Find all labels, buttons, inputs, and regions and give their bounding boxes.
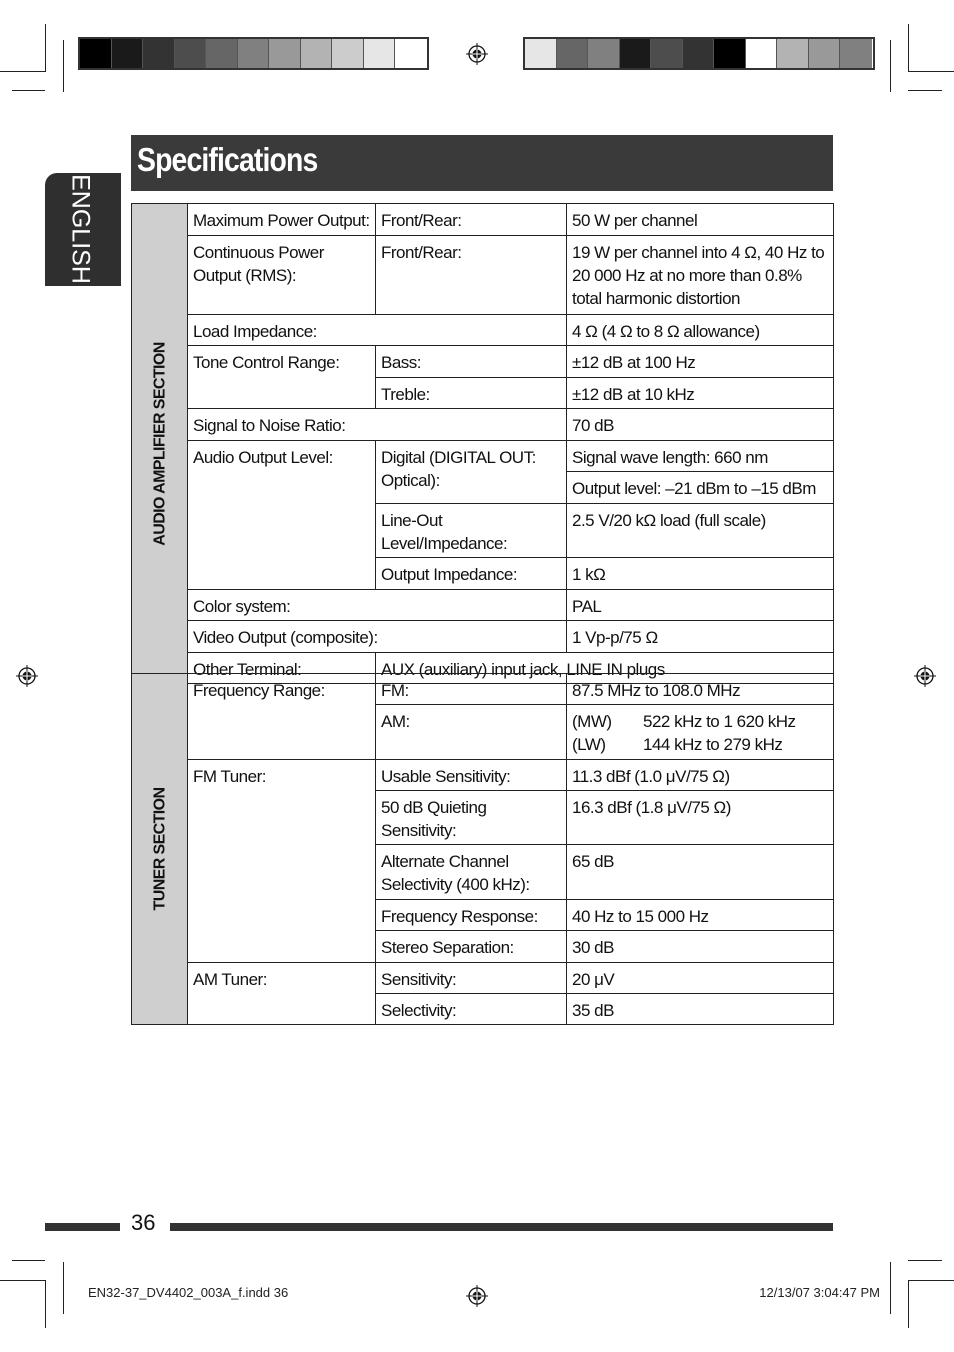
language-tab xyxy=(45,173,121,286)
spec-label: Load Impedance: xyxy=(188,315,567,346)
color-swatch xyxy=(301,39,333,68)
tuner-section-label: TUNER SECTION xyxy=(151,787,168,911)
spec-value: 50 W per channel xyxy=(567,204,834,236)
color-calibration-bar-right xyxy=(523,37,875,70)
spec-label: Tone Control Range: xyxy=(188,346,376,409)
color-swatch xyxy=(714,39,746,68)
spec-label: Maximum Power Output: xyxy=(188,204,376,236)
spec-value: 20 μV xyxy=(567,963,834,994)
language-tab-label: ENGLISH xyxy=(66,174,95,284)
spec-value: ±12 dB at 100 Hz xyxy=(567,346,834,378)
spec-sublabel: Front/Rear: xyxy=(376,236,567,315)
color-calibration-bar-left xyxy=(78,37,429,70)
spec-value: ±12 dB at 10 kHz xyxy=(567,378,834,409)
spec-label: Frequency Range: xyxy=(188,674,376,760)
spec-label: Audio Output Level: xyxy=(188,441,376,590)
spec-value: 11.3 dBf (1.0 μV/75 Ω) xyxy=(567,760,834,791)
spec-value: 30 dB xyxy=(567,931,834,963)
spec-value: 87.5 MHz to 108.0 MHz xyxy=(567,674,834,705)
color-swatch xyxy=(840,39,872,68)
spec-value: 19 W per channel into 4 Ω, 40 Hz to 20 000 Hz at no more than 0.8% total harmonic distortion xyxy=(567,236,834,315)
lw-band-tag: (LW) xyxy=(572,735,606,754)
spec-sublabel: Sensitivity: xyxy=(376,963,567,994)
spec-sublabel: Output Impedance: xyxy=(376,558,567,590)
color-swatch xyxy=(809,39,841,68)
spec-label: AM Tuner: xyxy=(188,963,376,1025)
audio-section-label: AUDIO AMPLIFIER SECTION xyxy=(151,341,168,546)
spec-sublabel: Frequency Response: xyxy=(376,900,567,931)
spec-value-am-bands xyxy=(567,705,834,760)
crosshair-target-icon xyxy=(16,665,38,687)
spec-value: Signal wave length: 660 nm xyxy=(567,441,834,472)
print-slug-timestamp: 12/13/07 3:04:47 PM xyxy=(759,1285,880,1300)
spec-value: PAL xyxy=(567,590,834,621)
audio-amplifier-spec-table xyxy=(131,203,834,684)
spec-label: Other Terminal: xyxy=(188,653,376,684)
tuner-spec-table xyxy=(131,673,834,1025)
color-swatch xyxy=(588,39,620,68)
color-swatch xyxy=(557,39,589,68)
spec-sublabel: FM: xyxy=(376,674,567,705)
spec-value: 65 dB xyxy=(567,845,834,900)
spec-sublabel: Selectivity: xyxy=(376,994,567,1025)
spec-sublabel: Front/Rear: xyxy=(376,204,567,236)
color-swatch xyxy=(525,39,557,68)
color-swatch xyxy=(395,39,427,68)
spec-sublabel: AM: xyxy=(376,705,567,760)
color-swatch xyxy=(620,39,652,68)
color-swatch xyxy=(746,39,778,68)
color-swatch xyxy=(175,39,207,68)
page-title: Specifications xyxy=(137,141,318,178)
spec-value: Output level: –21 dBm to –15 dBm xyxy=(567,472,834,504)
spec-sublabel: Digital (DIGITAL OUT: Optical): xyxy=(376,441,567,504)
spec-label: FM Tuner: xyxy=(188,760,376,963)
spec-sublabel: Line-Out Level/Impedance: xyxy=(376,504,567,558)
mw-band-value: 522 kHz to 1 620 kHz xyxy=(643,712,796,731)
color-swatch xyxy=(143,39,175,68)
spec-value: 40 Hz to 15 000 Hz xyxy=(567,900,834,931)
color-swatch xyxy=(80,39,112,68)
spec-value: 16.3 dBf (1.8 μV/75 Ω) xyxy=(567,791,834,845)
spec-label: Color system: xyxy=(188,590,567,621)
spec-label: Video Output (composite): xyxy=(188,621,567,653)
spec-value: AUX (auxiliary) input jack, LINE IN plugs xyxy=(376,653,834,684)
spec-sublabel: Stereo Separation: xyxy=(376,931,567,963)
audio-section-label-cell xyxy=(132,204,188,684)
crosshair-target-icon xyxy=(466,1285,488,1307)
spec-value: 1 Vp-p/75 Ω xyxy=(567,621,834,653)
spec-sublabel: 50 dB Quieting Sensitivity: xyxy=(376,791,567,845)
page-number-rule-right xyxy=(170,1223,833,1231)
spec-value: 35 dB xyxy=(567,994,834,1025)
spec-label: Signal to Noise Ratio: xyxy=(188,409,567,441)
spec-sublabel: Usable Sensitivity: xyxy=(376,760,567,791)
spec-sublabel: Bass: xyxy=(376,346,567,378)
mw-band-tag: (MW) xyxy=(572,712,612,731)
color-swatch xyxy=(269,39,301,68)
color-swatch xyxy=(777,39,809,68)
spec-value: 1 kΩ xyxy=(567,558,834,590)
spec-value: 70 dB xyxy=(567,409,834,441)
crosshair-target-icon xyxy=(466,43,488,65)
color-swatch xyxy=(364,39,396,68)
color-swatch xyxy=(238,39,270,68)
color-swatch xyxy=(683,39,715,68)
print-slug-filename: EN32-37_DV4402_003A_f.indd 36 xyxy=(88,1285,289,1300)
spec-sublabel: Alternate Channel Selectivity (400 kHz): xyxy=(376,845,567,900)
color-swatch xyxy=(651,39,683,68)
spec-label: Continuous Power Output (RMS): xyxy=(188,236,376,315)
spec-value: 2.5 V/20 kΩ load (full scale) xyxy=(567,504,834,558)
lw-band-value: 144 kHz to 279 kHz xyxy=(643,735,783,754)
page-number-rule-left xyxy=(45,1223,120,1231)
spec-value: 4 Ω (4 Ω to 8 Ω allowance) xyxy=(567,315,834,346)
tuner-section-label-cell xyxy=(132,674,188,1025)
page-title-bar xyxy=(131,135,833,191)
crosshair-target-icon xyxy=(914,665,936,687)
color-swatch xyxy=(206,39,238,68)
page-number: 36 xyxy=(131,1210,156,1235)
color-swatch xyxy=(332,39,364,68)
color-swatch xyxy=(112,39,144,68)
spec-sublabel: Treble: xyxy=(376,378,567,409)
